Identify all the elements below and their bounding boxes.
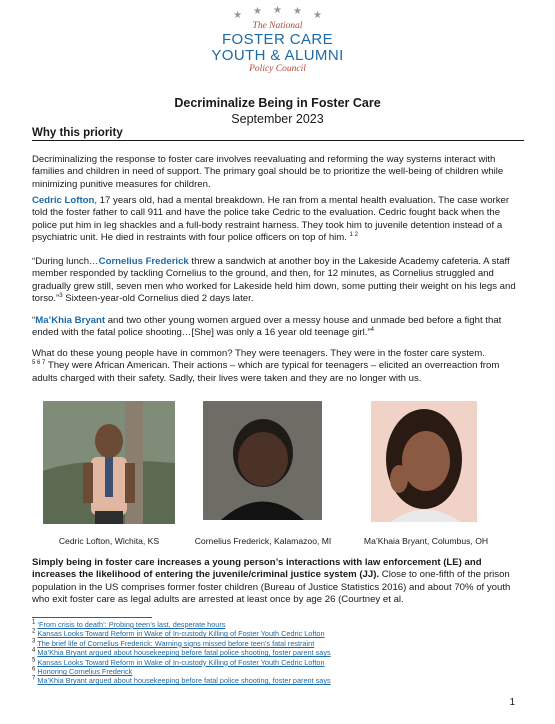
intro-paragraph: Decriminalizing the response to foster care involves reevaluating and reforming the way systems interact with families and children in need of support. The primary goal should be to prioritize the well-being of children while minimizing punitive measures for children. <box>32 154 504 190</box>
footnote-link[interactable]: Kansas Looks Toward Reform in Wake of In-custody Killing of Foster Youth Cedric Lofton <box>37 657 325 667</box>
logo <box>0 6 555 75</box>
stars-icon: ★ ★ ★ ★ ★ <box>233 5 322 21</box>
common-paragraph <box>32 348 526 385</box>
footnote-number: 5 <box>32 657 36 664</box>
footnote <box>32 667 526 676</box>
cornelius-photo <box>203 401 322 520</box>
cedric-refs: 1 2 <box>349 231 358 238</box>
footnote-link[interactable]: Ma’Khia Bryant argued about housekeeping before fatal police shooting, foster parent says <box>37 648 331 658</box>
cornelius-caption: Cornelius Frederick, Kalamazoo, MI <box>194 536 332 546</box>
cedric-photo <box>43 401 175 524</box>
footnote-number: 6 <box>32 666 36 673</box>
cedric-text: , 17 years old, had a mental breakdown. He ran from a mental health evaluation. The case worker told the foster father to call 911 and have the police take Cedric to the evaluation. Cedric fought back when the police put him in leg shackles and a full-body restraint harness. They took him to juvenile detention instead of a psychiatric unit. He died in restraints with four police officers on top of him. <box>32 195 510 243</box>
makhia-name: Ma’Khia Bryant <box>35 315 106 326</box>
footnote-number: 3 <box>32 638 36 645</box>
footnote-number: 1 <box>32 619 36 626</box>
logo-tagline-bottom: Policy Council <box>249 64 306 74</box>
cornelius-ref: 3 <box>59 292 63 299</box>
footnote-number: 7 <box>32 676 36 683</box>
closing-bold: Simply being in foster care increases a young person’s interactions with law enforcement (LE) and increases the likelihood of entering the juvenile/criminal justice system (JJ). <box>32 557 482 581</box>
makhia-ref: 4 <box>370 327 375 334</box>
makhia-paragraph <box>32 315 526 340</box>
footnote <box>32 676 526 685</box>
cornelius-paragraph <box>32 256 526 305</box>
logo-line-1: FOSTER CARE <box>221 31 334 48</box>
cedric-paragraph <box>32 195 526 244</box>
cornelius-post: Sixteen-year-old Cornelius died 2 days later. <box>62 292 254 304</box>
cornelius-text: threw a sandwich at another boy in the Lakeside Academy cafeteria. A staff member responded by tackling Cornelius to the ground, and then, for 12 minutes, as Cornelius struggled and gradually grew still, seven men who worked for Lakeside held him down, some putting their weight on his legs and torso.” <box>32 256 516 304</box>
footnote-number: 4 <box>32 647 36 654</box>
section-heading: Why this priority <box>32 127 524 141</box>
common-text-2: They were African American. Their actions – which are typical for teenagers – elicited an overreaction from adults charged with their safety. Sadly, their lives were taken and they are no longer with us. <box>32 360 500 384</box>
logo-tagline-top: The National <box>252 21 303 31</box>
closing-paragraph <box>32 557 526 606</box>
document-title: Decriminalize Being in Foster Care <box>174 96 381 110</box>
footnote <box>32 629 526 638</box>
cedric-caption: Cedric Lofton, Wichita, KS <box>58 536 160 546</box>
cornelius-pre: “During lunch… <box>32 256 99 267</box>
common-refs: 5 6 7 <box>32 360 46 367</box>
footnote-link[interactable]: Ma’Khia Bryant argued about housekeeping before fatal police shooting, foster parent says <box>37 676 331 686</box>
footnote-number: 2 <box>32 628 36 635</box>
footnote <box>32 658 526 667</box>
footnotes <box>32 620 526 686</box>
makhia-caption: Ma’Khaia Bryant, Columbus, OH <box>363 536 489 546</box>
footnote-link[interactable]: Honoring Cornelius Frederick <box>37 667 133 677</box>
footnote-link[interactable]: ‘From crisis to death’: Probing teen’s last, desperate hours <box>37 620 226 629</box>
document-date: September 2023 <box>231 112 324 126</box>
footnote <box>32 648 526 657</box>
footnote <box>32 620 526 629</box>
makhia-text: and two other young women argued over a messy house and unmade bed before a fight that ended with the fatal police shooting…[She] was only a 16 year old teenage girl.” <box>32 315 502 339</box>
footnote-link[interactable]: The brief life of Cornelius Frederick: Warning signs missed before teen’s fatal restraint <box>37 638 315 648</box>
logo-line-2: YOUTH & ALUMNI <box>211 47 344 64</box>
makhia-photo <box>371 401 477 522</box>
footnote-divider <box>32 617 152 618</box>
footnote-link[interactable]: Kansas Looks Toward Reform in Wake of In-custody Killing of Foster Youth Cedric Lofton <box>37 629 325 639</box>
common-text-1: What do these young people have in common? They were teenagers. They were in the foster care system. <box>32 348 485 359</box>
cedric-name: Cedric Lofton <box>32 195 95 206</box>
cornelius-name: Cornelius Frederick <box>98 256 189 267</box>
closing-text: Close to one-fifth of the prison population in the US comprises former foster children (Bureau of Justice Statistics 2016) and about 70% of youth who exit foster care as legal adults are arrested at least once by age 26 (Courtney et al. <box>32 569 511 605</box>
footnote <box>32 639 526 648</box>
page-number: 1 <box>509 697 515 708</box>
makhia-pre: “ <box>32 315 36 326</box>
